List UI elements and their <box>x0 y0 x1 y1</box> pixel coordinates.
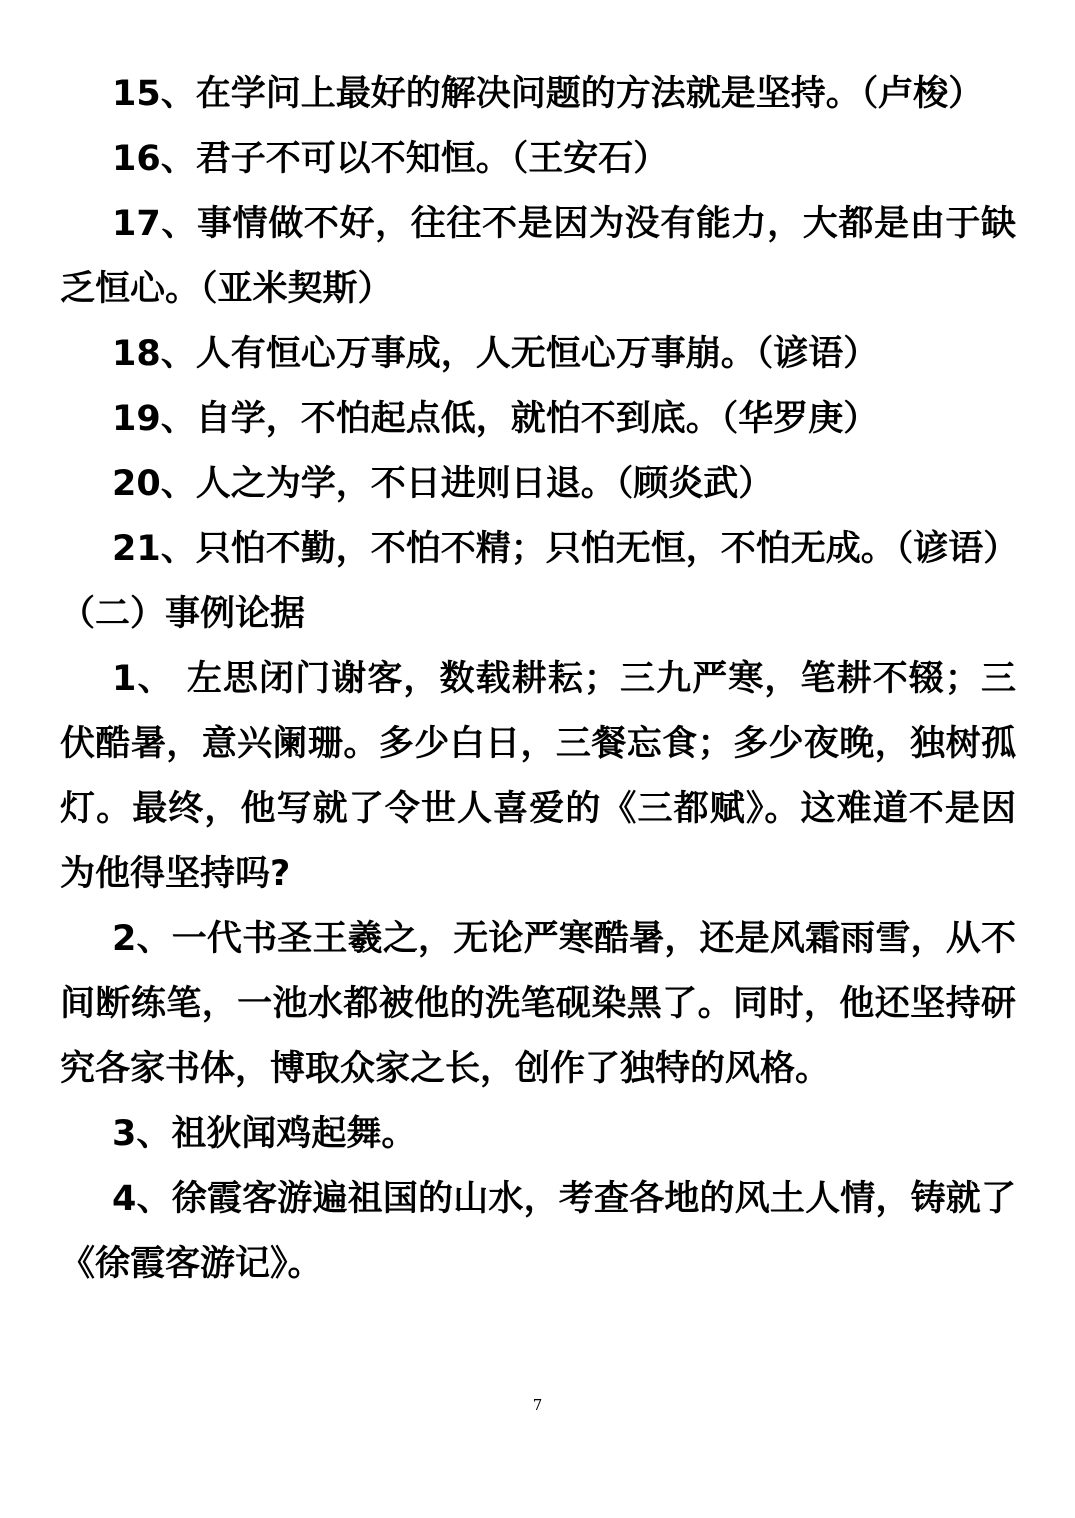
quote-17: 17、事情做不好，往往不是因为没有能力，大都是由于缺乏恒心。（亚米契斯） <box>60 204 1016 309</box>
quote-20: 20、人之为学，不日进则日退。（顾炎武） <box>112 464 774 504</box>
example-2: 2、一代书圣王羲之，无论严寒酷暑，还是风霜雨雪，从不间断练笔，一池水都被他的洗笔砚染黑了。同时，他还坚持研究各家书体，博取众家之长，创作了独特的风格。 <box>60 919 1016 1089</box>
example-3: 3、祖狄闻鸡起舞。 <box>112 1114 417 1154</box>
example-4: 4、徐霞客游遍祖国的山水，考查各地的风土人情，铸就了《徐霞客游记》。 <box>60 1179 1016 1284</box>
page-number: 7 <box>532 1396 543 1414</box>
quote-18: 18、人有恒心万事成，人无恒心万事崩。（谚语） <box>112 334 879 374</box>
document-body <box>60 62 1019 1297</box>
example-1: 1、 左思闭门谢客，数载耕耘；三九严寒，笔耕不辍；三伏酷暑，意兴阑珊。多少白日，三餐忘食；多少夜晚，独树孤灯。最终，他写就了令世人喜爱的《三都赋》。这难道不是因为他得坚持吗? <box>60 659 1016 894</box>
quote-19: 19、自学，不怕起点低，就怕不到底。（华罗庚） <box>112 399 879 439</box>
quote-16: 16、君子不可以不知恒。（王安石） <box>112 139 669 179</box>
quote-21: 21、只怕不勤，不怕不精；只怕无恒，不怕无成。（谚语） <box>112 529 1019 569</box>
section-heading: （二）事例论据 <box>60 594 306 634</box>
quote-15: 15、在学问上最好的解决问题的方法就是坚持。（卢梭） <box>112 74 984 114</box>
